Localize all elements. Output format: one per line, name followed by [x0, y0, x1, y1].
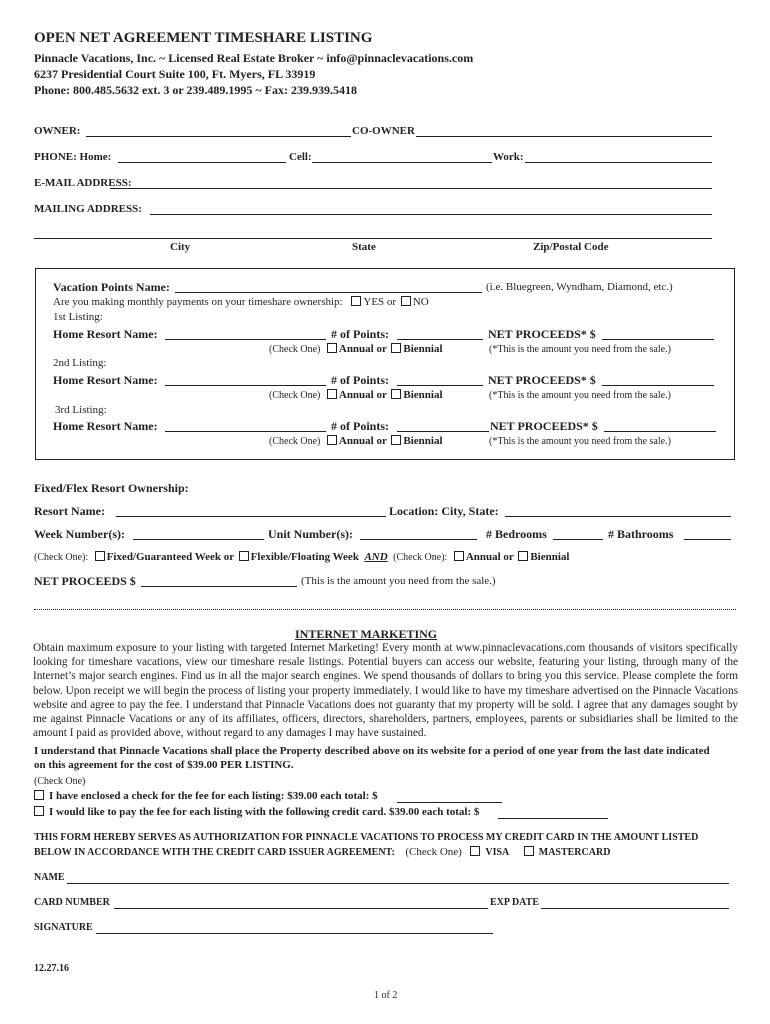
annual-1-label: Annual or — [338, 343, 387, 355]
mailing-field[interactable] — [150, 214, 712, 215]
net-proceeds-2-field[interactable] — [602, 385, 714, 386]
yes-checkbox[interactable] — [351, 296, 361, 306]
pay-by-check-label: I have enclosed a check for the fee for each listing: $39.00 each total: $ — [49, 790, 378, 802]
net-note-1: (*This is the amount you need from the sale.) — [489, 344, 671, 355]
mailing-label: MAILING ADDRESS: — [34, 203, 142, 215]
vacation-points-example: (i.e. Bluegreen, Wyndham, Diamond, etc.) — [486, 281, 673, 293]
location-field[interactable] — [505, 516, 731, 517]
auth-check-one: (Check One) — [405, 846, 462, 858]
owner-field[interactable] — [86, 136, 351, 137]
check-one-3 — [269, 435, 443, 447]
page-number: 1 of 2 — [374, 990, 398, 1001]
annual-3-checkbox[interactable] — [327, 435, 337, 445]
auth-line-2: BELOW IN ACCORDANCE WITH THE CREDIT CARD ISSUER AGREEMENT: — [34, 847, 395, 858]
home-resort-1-label: Home Resort Name: — [53, 327, 158, 341]
form-date: 12.27.16 — [34, 963, 69, 974]
cell-field[interactable] — [312, 162, 492, 163]
home-resort-1-field[interactable] — [165, 339, 326, 340]
mastercard-checkbox[interactable] — [524, 846, 534, 856]
auth-line-1: THIS FORM HEREBY SERVES AS AUTHORIZATION FOR PINNACLE VACATIONS TO PROCESS MY CREDIT CARD IN THE AMOUNT LISTED — [34, 832, 699, 843]
auth-line-2-row — [34, 846, 610, 858]
home-resort-3-label: Home Resort Name: — [53, 419, 158, 433]
location-label: Location: City, State: — [389, 504, 499, 518]
card-number-label: CARD NUMBER — [34, 897, 110, 908]
email-label: E-MAIL ADDRESS: — [34, 177, 132, 189]
net-note-2: (*This is the amount you need from the sale.) — [489, 390, 671, 401]
name-label: NAME — [34, 872, 65, 883]
points-1-label: # of Points: — [331, 327, 389, 341]
check-one-text-2: (Check One): — [393, 552, 448, 563]
points-2-label: # of Points: — [331, 373, 389, 387]
bathrooms-field[interactable] — [684, 539, 731, 540]
home-resort-2-field[interactable] — [165, 385, 326, 386]
marketing-heading: INTERNET MARKETING — [295, 627, 438, 641]
listing-1-label: 1st Listing: — [53, 311, 103, 323]
pay-by-card-row — [32, 806, 479, 818]
check-one-text: (Check One) — [269, 436, 321, 447]
check-one-text: (Check One) — [269, 344, 321, 355]
vacation-points-label: Vacation Points Name: — [53, 280, 170, 294]
address-line: 6237 Presidential Court Suite 100, Ft. Myers, FL 33919 — [34, 67, 316, 81]
visa-label: VISA — [485, 847, 510, 858]
cell-label: Cell: — [289, 151, 312, 163]
signature-field[interactable] — [96, 933, 493, 934]
exp-date-field[interactable] — [541, 908, 729, 909]
marketing-bold-1: I understand that Pinnacle Vacations shall place the Property described above on its website for a period of one year from the last date indicated — [34, 745, 710, 757]
zip-label: Zip/Postal Code — [533, 241, 609, 253]
points-3-label: # of Points: — [331, 419, 389, 433]
pay-by-card-label: I would like to pay the fee for each listing with the following credit card. $39.00 each total: $ — [49, 806, 480, 818]
bathrooms-label: # Bathrooms — [608, 527, 674, 541]
points-3-field[interactable] — [397, 431, 489, 432]
net-proceeds-1-label: NET PROCEEDS* $ — [488, 327, 596, 341]
biennial-1-label: Biennial — [403, 343, 443, 355]
listing-3-label: 3rd Listing: — [55, 404, 107, 416]
phone-home-label: PHONE: Home: — [34, 151, 112, 163]
card-number-field[interactable] — [114, 908, 488, 909]
work-field[interactable] — [525, 162, 712, 163]
fixed-flex-heading: Fixed/Flex Resort Ownership: — [34, 481, 189, 495]
co-owner-label: CO-OWNER — [352, 125, 415, 137]
phone-home-field[interactable] — [118, 162, 286, 163]
biennial-3-label: Biennial — [403, 435, 443, 447]
or-label: or — [386, 296, 397, 308]
company-line: Pinnacle Vacations, Inc. ~ Licensed Real Estate Broker ~ info@pinnaclevacations.com — [34, 51, 474, 65]
fixed-week-checkbox[interactable] — [95, 551, 105, 561]
check-one-text: (Check One) — [269, 390, 321, 401]
annual-3-label: Annual or — [338, 435, 387, 447]
fixed-biennial-checkbox[interactable] — [518, 551, 528, 561]
bedrooms-field[interactable] — [553, 539, 603, 540]
unit-numbers-field[interactable] — [360, 539, 477, 540]
payments-question-text: Are you making monthly payments on your timeshare ownership: — [53, 296, 343, 308]
yes-label: YES — [363, 296, 385, 308]
biennial-2-checkbox[interactable] — [391, 389, 401, 399]
visa-checkbox[interactable] — [470, 846, 480, 856]
annual-2-label: Annual or — [338, 389, 387, 401]
net-proceeds-2-label: NET PROCEEDS* $ — [488, 373, 596, 387]
and-label: AND — [364, 551, 388, 563]
net-proceeds-1-field[interactable] — [602, 339, 714, 340]
no-checkbox[interactable] — [401, 296, 411, 306]
co-owner-field[interactable] — [416, 136, 712, 137]
check-one-1 — [269, 343, 443, 355]
form-title: OPEN NET AGREEMENT TIMESHARE LISTING — [34, 30, 373, 46]
week-numbers-field[interactable] — [133, 539, 264, 540]
check-one-2 — [269, 389, 443, 401]
week-type-row — [34, 551, 569, 563]
section-divider — [34, 609, 736, 610]
annual-2-checkbox[interactable] — [327, 389, 337, 399]
fixed-net-note: (This is the amount you need from the sale.) — [301, 575, 496, 587]
net-note-3: (*This is the amount you need from the sale.) — [489, 436, 671, 447]
exp-date-label: EXP DATE — [490, 897, 539, 908]
marketing-bold-2: on this agreement for the cost of $39.00 PER LISTING. — [34, 759, 294, 771]
unit-numbers-label: Unit Number(s): — [268, 527, 353, 541]
check-total-field[interactable] — [397, 802, 502, 803]
state-label: State — [352, 241, 376, 253]
resort-name-label: Resort Name: — [34, 504, 105, 518]
week-numbers-label: Week Number(s): — [34, 527, 125, 541]
mastercard-label: MASTERCARD — [538, 847, 611, 858]
card-total-field[interactable] — [498, 818, 608, 819]
fixed-week-label: Fixed/Guaranteed Week or — [106, 551, 235, 563]
fixed-net-proceeds-field[interactable] — [141, 586, 297, 587]
biennial-1-checkbox[interactable] — [391, 343, 401, 353]
work-label: Work: — [493, 151, 524, 163]
pay-by-check-row — [32, 790, 378, 802]
floating-week-label: Flexible/Floating Week — [250, 551, 359, 563]
fixed-annual-checkbox[interactable] — [454, 551, 464, 561]
phone-line: Phone: 800.485.5632 ext. 3 or 239.489.1995 ~ Fax: 239.939.5418 — [34, 83, 357, 97]
pay-by-card-checkbox[interactable] — [34, 806, 44, 816]
home-resort-3-field[interactable] — [165, 431, 326, 432]
net-proceeds-3-label: NET PROCEEDS* $ — [490, 419, 598, 433]
biennial-2-label: Biennial — [403, 389, 443, 401]
city-label: City — [170, 241, 191, 253]
bedrooms-label: # Bedrooms — [486, 527, 547, 541]
fixed-biennial-label: Biennial — [530, 551, 570, 563]
fixed-annual-label: Annual or — [465, 551, 514, 563]
points-1-field[interactable] — [397, 339, 483, 340]
fixed-net-proceeds-label: NET PROCEEDS $ — [34, 574, 136, 588]
points-2-field[interactable] — [397, 385, 483, 386]
owner-label: OWNER: — [34, 125, 81, 137]
payment-check-one: (Check One) — [34, 776, 86, 787]
listing-2-label: 2nd Listing: — [53, 357, 107, 369]
payments-question — [53, 296, 429, 308]
marketing-body: Obtain maximum exposure to your listing with targeted Internet Marketing! Every month at www.pinnaclevacations.com thousands of visitors specifically looking for timeshare vacations, view our timeshare resale listings. Potential buyers can access our website, featuring your listing, through many of the Internet’s major search engines. Find us in all the major search engines. We spend thousands of dollars to bring you this service. Please complete the form below. Upon receipt we will begin the process of listing your property immediately. I would like to have my timeshare advertised on the Pinnacle Vacations website and agree to pay the fee. I understand that Pinnacle Vacations does not guaranty that my property will be sold. I agree that any damages sought by me against Pinnacle Vacations or any of its affiliates, officers, directors, shareholders, partners, employees, parents or subsidiaries shall be limited to the amount I paid as provided above, without regard to any damages I may have sustained. — [33, 642, 738, 740]
email-field[interactable] — [110, 188, 712, 189]
net-proceeds-3-field[interactable] — [604, 431, 716, 432]
check-one-text: (Check One): — [34, 552, 89, 563]
floating-week-checkbox[interactable] — [239, 551, 249, 561]
name-field[interactable] — [67, 883, 729, 884]
city-state-zip-field[interactable] — [34, 238, 712, 239]
signature-label: SIGNATURE — [34, 922, 93, 933]
home-resort-2-label: Home Resort Name: — [53, 373, 158, 387]
annual-1-checkbox[interactable] — [327, 343, 337, 353]
pay-by-check-checkbox[interactable] — [34, 790, 44, 800]
vacation-points-field[interactable] — [175, 292, 482, 293]
resort-name-field[interactable] — [116, 516, 386, 517]
no-label: NO — [412, 296, 429, 308]
biennial-3-checkbox[interactable] — [391, 435, 401, 445]
